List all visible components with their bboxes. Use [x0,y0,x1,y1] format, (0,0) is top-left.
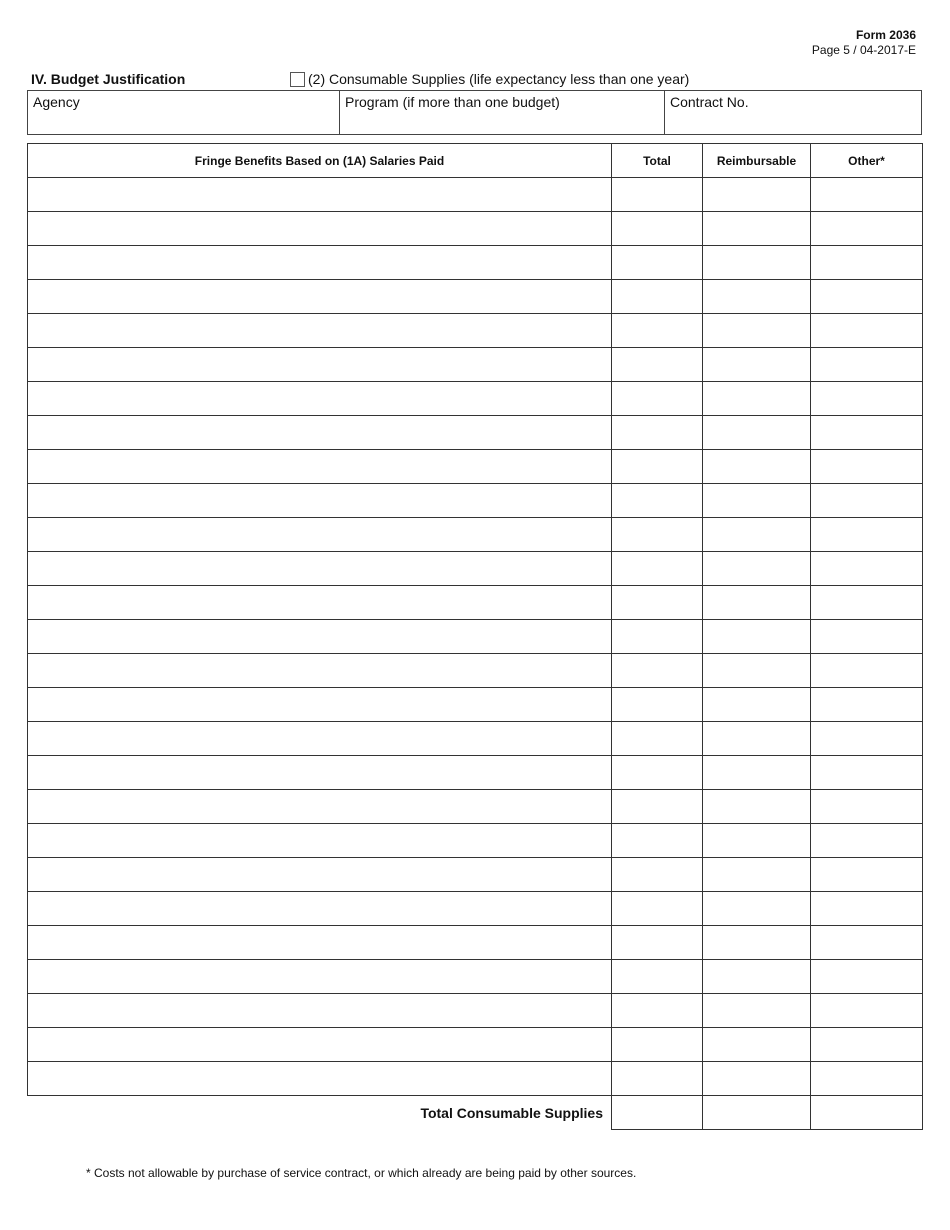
description-cell[interactable] [28,892,612,926]
reimbursable-cell[interactable] [703,858,811,892]
total-cell[interactable] [612,586,703,620]
other-cell[interactable] [811,450,923,484]
form-number: Form 2036 [855,28,916,42]
total-cell[interactable] [612,348,703,382]
agency-field[interactable] [28,91,339,134]
other-cell[interactable] [811,246,923,280]
description-cell[interactable] [28,178,612,212]
total-cell[interactable] [612,552,703,586]
total-cell[interactable] [612,960,703,994]
other-cell[interactable] [811,1028,923,1062]
other-cell[interactable] [811,722,923,756]
reimbursable-cell[interactable] [703,382,811,416]
table-row [28,824,923,858]
table-row [28,518,923,552]
total-cell[interactable] [612,688,703,722]
table-row [28,416,923,450]
total-cell[interactable] [612,892,703,926]
reimbursable-cell[interactable] [703,790,811,824]
other-cell[interactable] [811,824,923,858]
reimbursable-cell[interactable] [703,348,811,382]
table-row [28,892,923,926]
table-row [28,654,923,688]
reimbursable-cell[interactable] [703,722,811,756]
table-row [28,586,923,620]
total-cell[interactable] [612,790,703,824]
other-cell[interactable] [811,756,923,790]
description-cell[interactable] [28,824,612,858]
table-row [28,688,923,722]
description-cell[interactable] [28,620,612,654]
reimbursable-cell[interactable] [703,178,811,212]
description-cell[interactable] [28,416,612,450]
description-cell[interactable] [28,722,612,756]
other-cell[interactable] [811,212,923,246]
table-row [28,484,923,518]
reimbursable-cell[interactable] [703,892,811,926]
total-cell[interactable] [612,246,703,280]
table-row [28,348,923,382]
total-cell[interactable] [612,1062,703,1096]
total-cell[interactable] [612,756,703,790]
reimbursable-cell[interactable] [703,212,811,246]
column-header-other: Other* [811,144,923,178]
other-cell[interactable] [811,858,923,892]
description-cell[interactable] [28,280,612,314]
table-row [28,926,923,960]
description-cell[interactable] [28,246,612,280]
contract-number-label: Contract No. [670,94,749,110]
other-cell[interactable] [811,416,923,450]
description-cell[interactable] [28,518,612,552]
other-cell[interactable] [811,994,923,1028]
other-cell[interactable] [811,654,923,688]
other-cell[interactable] [811,178,923,212]
table-row [28,280,923,314]
reimbursable-cell[interactable] [703,994,811,1028]
consumable-supplies-checkbox[interactable] [290,72,305,87]
contract-number-field[interactable] [664,91,921,134]
other-cell[interactable] [811,348,923,382]
reimbursable-cell[interactable] [703,688,811,722]
reimbursable-cell[interactable] [703,416,811,450]
total-cell[interactable] [612,484,703,518]
total-cell[interactable] [612,824,703,858]
description-cell[interactable] [28,314,612,348]
other-cell[interactable] [811,280,923,314]
other-cell[interactable] [811,314,923,348]
total-cell[interactable] [612,382,703,416]
total-consumable-supplies-label: Total Consumable Supplies [28,1096,612,1130]
table-row [28,722,923,756]
reimbursable-cell[interactable] [703,484,811,518]
other-cell[interactable] [811,926,923,960]
total-cell[interactable] [612,450,703,484]
table-row [28,994,923,1028]
description-cell[interactable] [28,212,612,246]
reimbursable-cell[interactable] [703,246,811,280]
reimbursable-cell[interactable] [703,450,811,484]
other-cell[interactable] [811,518,923,552]
consumable-supplies-option [290,71,689,87]
form-identifier [812,28,916,58]
table-row [28,552,923,586]
table-row [28,314,923,348]
description-cell[interactable] [28,586,612,620]
agency-label: Agency [33,94,80,110]
reimbursable-cell[interactable] [703,1062,811,1096]
total-cell[interactable] [612,1028,703,1062]
identification-fields [27,90,922,135]
table-header-row [28,144,923,178]
total-cell[interactable] [612,314,703,348]
reimbursable-cell[interactable] [703,1028,811,1062]
total-cell[interactable] [612,212,703,246]
description-cell[interactable] [28,960,612,994]
other-cell[interactable] [811,620,923,654]
reimbursable-cell[interactable] [703,586,811,620]
total-row [28,1096,923,1130]
total-cell[interactable] [612,518,703,552]
reimbursable-cell[interactable] [703,756,811,790]
description-cell[interactable] [28,382,612,416]
page-info: Page 5 / 04-2017-E [811,43,916,57]
description-cell[interactable] [28,926,612,960]
table-row [28,450,923,484]
table-row [28,1028,923,1062]
description-cell[interactable] [28,994,612,1028]
other-cell[interactable] [811,790,923,824]
reimbursable-cell[interactable] [703,620,811,654]
total-other-cell[interactable] [811,1096,923,1130]
total-total-cell[interactable] [612,1096,703,1130]
column-header-total: Total [612,144,703,178]
description-cell[interactable] [28,654,612,688]
description-cell[interactable] [28,1062,612,1096]
table-row [28,382,923,416]
description-cell[interactable] [28,688,612,722]
reimbursable-cell[interactable] [703,654,811,688]
description-cell[interactable] [28,1028,612,1062]
table-row [28,620,923,654]
other-cell[interactable] [811,892,923,926]
total-cell[interactable] [612,280,703,314]
other-cell[interactable] [811,552,923,586]
column-header-reimbursable: Reimbursable [703,144,811,178]
description-cell[interactable] [28,348,612,382]
total-cell[interactable] [612,178,703,212]
table-row [28,858,923,892]
other-cell[interactable] [811,586,923,620]
table-row [28,246,923,280]
reimbursable-cell[interactable] [703,280,811,314]
total-cell[interactable] [612,620,703,654]
description-cell[interactable] [28,552,612,586]
reimbursable-cell[interactable] [703,518,811,552]
other-cell[interactable] [811,484,923,518]
reimbursable-cell[interactable] [703,552,811,586]
other-cell[interactable] [811,1062,923,1096]
table-row [28,1062,923,1096]
total-cell[interactable] [612,858,703,892]
column-header-description: Fringe Benefits Based on (1A) Salaries Paid [28,144,612,178]
table-row [28,756,923,790]
total-cell[interactable] [612,994,703,1028]
description-cell[interactable] [28,484,612,518]
other-cell[interactable] [811,688,923,722]
reimbursable-cell[interactable] [703,314,811,348]
program-field[interactable] [339,91,664,134]
description-cell[interactable] [28,450,612,484]
description-cell[interactable] [28,790,612,824]
total-cell[interactable] [612,926,703,960]
program-label: Program (if more than one budget) [345,94,560,110]
fringe-benefits-table [27,143,923,1130]
table-row [28,790,923,824]
reimbursable-cell[interactable] [703,926,811,960]
other-cell[interactable] [811,960,923,994]
table-body [28,178,923,1096]
total-cell[interactable] [612,722,703,756]
total-reimbursable-cell[interactable] [703,1096,811,1130]
reimbursable-cell[interactable] [703,824,811,858]
other-cell[interactable] [811,382,923,416]
consumable-supplies-label: (2) Consumable Supplies (life expectancy less than one year) [308,71,690,87]
total-cell[interactable] [612,654,703,688]
table-row [28,178,923,212]
description-cell[interactable] [28,756,612,790]
table-row [28,960,923,994]
footnote: * Costs not allowable by purchase of service contract, or which already are being paid by other sources. [86,1166,637,1180]
section-title: IV. Budget Justification [31,71,186,87]
description-cell[interactable] [28,858,612,892]
total-cell[interactable] [612,416,703,450]
table-row [28,212,923,246]
reimbursable-cell[interactable] [703,960,811,994]
